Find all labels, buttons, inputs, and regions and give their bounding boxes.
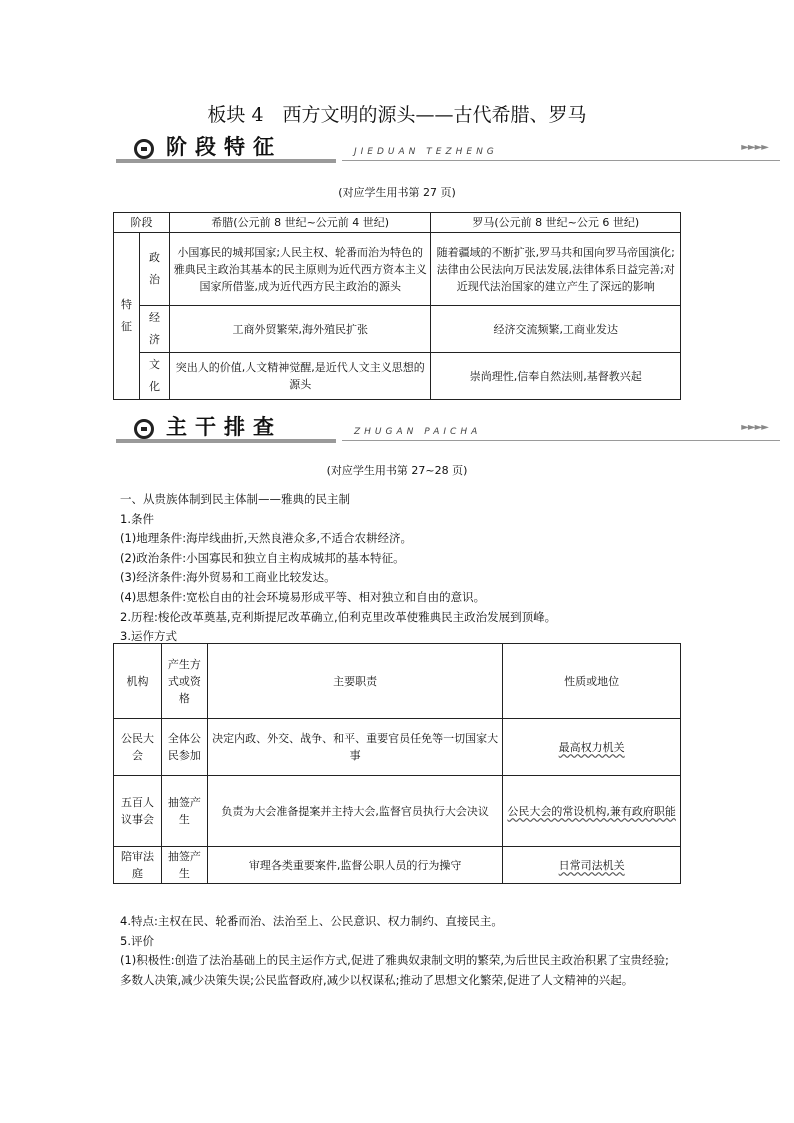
- section-heading-stage-features: [116, 133, 780, 167]
- table-header-row: [114, 644, 681, 719]
- divider: [116, 159, 336, 163]
- cell-org: 公民大会: [114, 719, 162, 776]
- row-label-economy: 经济: [139, 306, 169, 353]
- cell-rome-economy: 经济交流频繁,工商业发达: [431, 306, 681, 353]
- cell-nature: 最高权力机关: [503, 719, 681, 776]
- cell-method: 抽签产生: [161, 847, 207, 884]
- header-greece: 希腊(公元前 8 世纪~公元前 4 世纪): [169, 213, 431, 233]
- text-line: (3)经济条件:海外贸易和工商业比较发达。: [120, 570, 336, 585]
- cell-rome-culture: 崇尚理性,信奉自然法则,基督教兴起: [431, 353, 681, 400]
- cell-rome-politics: 随着疆域的不断扩张,罗马共和国向罗马帝国演化;法律由公民法向万民法发展,法律体系日益完善;对近现代法治国家的建立产生了深远的影响: [431, 233, 681, 306]
- page-reference-note: (对应学生用书第 27 页): [338, 186, 456, 199]
- feature-label: 特征: [114, 233, 140, 400]
- section-title: 主干排查: [166, 415, 282, 439]
- divider: [342, 440, 780, 441]
- page-title: 板块 4 西方文明的源头——古代希腊、罗马: [207, 104, 587, 126]
- text-line: 一、从贵族体制到民主体制——雅典的民主制: [120, 492, 350, 506]
- body-text-bottom: [120, 912, 680, 990]
- table-header-row: [114, 213, 681, 233]
- text-line: 1.条件: [120, 511, 154, 526]
- section-heading-main-review: [116, 413, 780, 447]
- text-line: (2)政治条件:小国寡民和独立自主构成城邦的基本特征。: [120, 550, 405, 565]
- header-method: 产生方式或资格: [161, 644, 207, 719]
- header-org: 机构: [114, 644, 162, 719]
- header-rome: 罗马(公元前 8 世纪~公元 6 世纪): [431, 213, 681, 233]
- divider: [342, 160, 780, 161]
- section-circle-icon: [134, 419, 154, 439]
- header-duty: 主要职责: [207, 644, 502, 719]
- text-line: (4)思想条件:宽松自由的社会环境易形成平等、相对独立和自由的意识。: [120, 589, 486, 604]
- table-row: [114, 233, 681, 306]
- cell-method: 全体公民参加: [161, 719, 207, 776]
- text-line: 4.特点:主权在民、轮番而治、法治至上、公民意识、权力制约、直接民主。: [120, 914, 503, 928]
- header-stage: 阶段: [114, 213, 170, 233]
- cell-org: 五百人议事会: [114, 776, 162, 847]
- cell-nature: 日常司法机关: [503, 847, 681, 884]
- cell-method: 抽签产生: [161, 776, 207, 847]
- table-row: [114, 719, 681, 776]
- arrow-right-icon: ►►►►: [741, 422, 768, 433]
- text-line: 3.运作方式: [120, 629, 177, 644]
- cell-nature: 公民大会的常设机构,兼有政府职能: [503, 776, 681, 847]
- table-row: [114, 306, 681, 353]
- text-line: 5.评价: [120, 933, 154, 948]
- table-row: [114, 776, 681, 847]
- cell-duty: 负责为大会准备提案并主持大会,监督官员执行大会决议: [207, 776, 502, 847]
- section-pinyin: ZHUGAN PAICHA: [354, 427, 482, 437]
- cell-greece-economy: 工商外贸繁荣,海外殖民扩张: [169, 306, 431, 353]
- row-label-politics: 政治: [139, 233, 169, 306]
- header-nature: 性质或地位: [503, 644, 681, 719]
- operation-table: [113, 643, 681, 884]
- table-row: [114, 353, 681, 400]
- cell-duty: 决定内政、外交、战争、和平、重要官员任免等一切国家大事: [207, 719, 502, 776]
- text-line: (1)积极性:创造了法治基础上的民主运作方式,促进了雅典奴隶制文明的繁荣,为后世民主政治积累了宝贵经验;多数人决策,减少决策失误;公民监督政府,减少以权谋私;推动了思想文化繁荣,促进了人文精神的兴起。: [120, 953, 669, 987]
- section-pinyin: JIEDUAN TEZHENG: [354, 147, 498, 157]
- text-line: (1)地理条件:海岸线曲折,天然良港众多,不适合农耕经济。: [120, 531, 412, 546]
- arrow-right-icon: ►►►►: [741, 142, 768, 153]
- page-reference-note: (对应学生用书第 27~28 页): [326, 464, 468, 477]
- table-row: [114, 847, 681, 884]
- stage-features-table: [113, 212, 681, 400]
- section-circle-icon: [134, 139, 154, 159]
- cell-org: 陪审法庭: [114, 847, 162, 884]
- cell-greece-politics: 小国寡民的城邦国家;人民主权、轮番而治为特色的雅典民主政治其基本的民主原则为近代西方资本主义国家所借鉴,成为近代西方民主政治的源头: [169, 233, 431, 306]
- row-label-culture: 文化: [139, 353, 169, 400]
- cell-greece-culture: 突出人的价值,人文精神觉醒,是近代人文主义思想的源头: [169, 353, 431, 400]
- divider: [116, 439, 336, 443]
- section-title: 阶段特征: [166, 135, 282, 159]
- cell-duty: 审理各类重要案件,监督公职人员的行为操守: [207, 847, 502, 884]
- text-line: 2.历程:梭伦改革奠基,克利斯提尼改革确立,伯利克里改革使雅典民主政治发展到顶峰。: [120, 609, 557, 624]
- body-text-top: [120, 490, 680, 647]
